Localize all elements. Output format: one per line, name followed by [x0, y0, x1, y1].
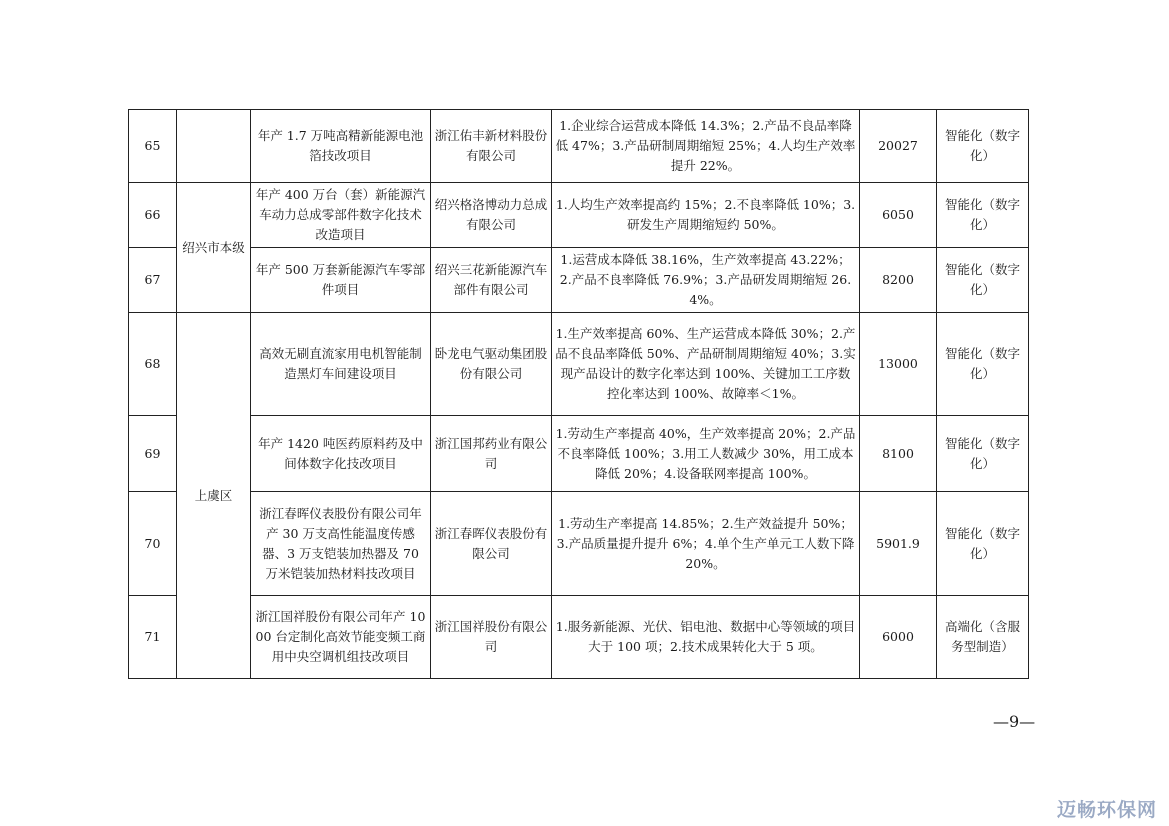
row-number: 67 — [129, 248, 177, 313]
company-name: 浙江佑丰新材料股份有限公司 — [431, 110, 552, 183]
direction-text: 智能化（数字化） — [937, 183, 1029, 248]
direction-text: 智能化（数字化） — [937, 248, 1029, 313]
table-row — [129, 416, 1029, 492]
direction-text: 智能化（数字化） — [937, 492, 1029, 596]
direction-text: 高端化（含服务型制造） — [937, 596, 1029, 679]
row-number: 71 — [129, 596, 177, 679]
project-name: 浙江国祥股份有限公司年产 1000 台定制化高效节能变频工商用中央空调机组技改项目 — [251, 596, 431, 679]
row-number: 68 — [129, 313, 177, 416]
project-table — [128, 109, 1029, 679]
company-name: 绍兴格洛博动力总成有限公司 — [431, 183, 552, 248]
project-name: 年产 400 万台（套）新能源汽车动力总成零部件数字化技术改造项目 — [251, 183, 431, 248]
investment-value: 8200 — [860, 248, 937, 313]
benefit-text: 1.生产效率提高 60%、生产运营成本降低 30%；2.产品不良品率降低 50%、产品研制周期缩短 40%；3.实现产品设计的数字化率达到 100%、关键加工工序数控化率达到 100%、故障率＜1%。 — [552, 313, 860, 416]
project-name: 年产 1420 吨医药原料药及中间体数字化技改项目 — [251, 416, 431, 492]
project-name: 高效无刷直流家用电机智能制造黑灯车间建设项目 — [251, 313, 431, 416]
benefit-text: 1.企业综合运营成本降低 14.3%；2.产品不良品率降低 47%；3.产品研制周期缩短 25%；4.人均生产效率提升 22%。 — [552, 110, 860, 183]
direction-text: 智能化（数字化） — [937, 110, 1029, 183]
direction-text: 智能化（数字化） — [937, 416, 1029, 492]
benefit-text: 1.服务新能源、光伏、铝电池、数据中心等领域的项目大于 100 项；2.技术成果转化大于 5 项。 — [552, 596, 860, 679]
investment-value: 6050 — [860, 183, 937, 248]
table-row — [129, 596, 1029, 679]
investment-value: 8100 — [860, 416, 937, 492]
direction-text: 智能化（数字化） — [937, 313, 1029, 416]
table-row — [129, 248, 1029, 313]
row-number: 65 — [129, 110, 177, 183]
benefit-text: 1.劳动生产率提高 40%，生产效率提高 20%；2.产品不良率降低 100%；3.用工人数减少 30%，用工成本降低 20%；4.设备联网率提高 100%。 — [552, 416, 860, 492]
region-cell: 绍兴市本级 — [177, 183, 251, 313]
company-name: 浙江国祥股份有限公司 — [431, 596, 552, 679]
company-name: 浙江国邦药业有限公司 — [431, 416, 552, 492]
company-name: 卧龙电气驱动集团股份有限公司 — [431, 313, 552, 416]
project-name: 年产 500 万套新能源汽车零部件项目 — [251, 248, 431, 313]
investment-value: 13000 — [860, 313, 937, 416]
company-name: 浙江春晖仪表股份有限公司 — [431, 492, 552, 596]
region-cell: 上虞区 — [177, 313, 251, 679]
row-number: 66 — [129, 183, 177, 248]
investment-value: 6000 — [860, 596, 937, 679]
company-name: 绍兴三花新能源汽车部件有限公司 — [431, 248, 552, 313]
table-row — [129, 313, 1029, 416]
benefit-text: 1.运营成本降低 38.16%，生产效率提高 43.22%；2.产品不良率降低 76.9%；3.产品研发周期缩短 26.4%。 — [552, 248, 860, 313]
project-name: 浙江春晖仪表股份有限公司年产 30 万支高性能温度传感器、3 万支铠装加热器及 70 万米铠装加热材料技改项目 — [251, 492, 431, 596]
watermark-logo: 迈畅环保网 — [1056, 799, 1157, 821]
investment-value: 20027 — [860, 110, 937, 183]
investment-value: 5901.9 — [860, 492, 937, 596]
benefit-text: 1.人均生产效率提高约 15%；2.不良率降低 10%；3.研发生产周期缩短约 50%。 — [552, 183, 860, 248]
table-row — [129, 183, 1029, 248]
table-row — [129, 110, 1029, 183]
page-number: —9— — [993, 712, 1036, 731]
table-row — [129, 492, 1029, 596]
row-number: 69 — [129, 416, 177, 492]
project-name: 年产 1.7 万吨高精新能源电池箔技改项目 — [251, 110, 431, 183]
region-cell-empty — [177, 110, 251, 183]
benefit-text: 1.劳动生产率提高 14.85%；2.生产效益提升 50%；3.产品质量提升提升 6%；4.单个生产单元工人数下降 20%。 — [552, 492, 860, 596]
row-number: 70 — [129, 492, 177, 596]
